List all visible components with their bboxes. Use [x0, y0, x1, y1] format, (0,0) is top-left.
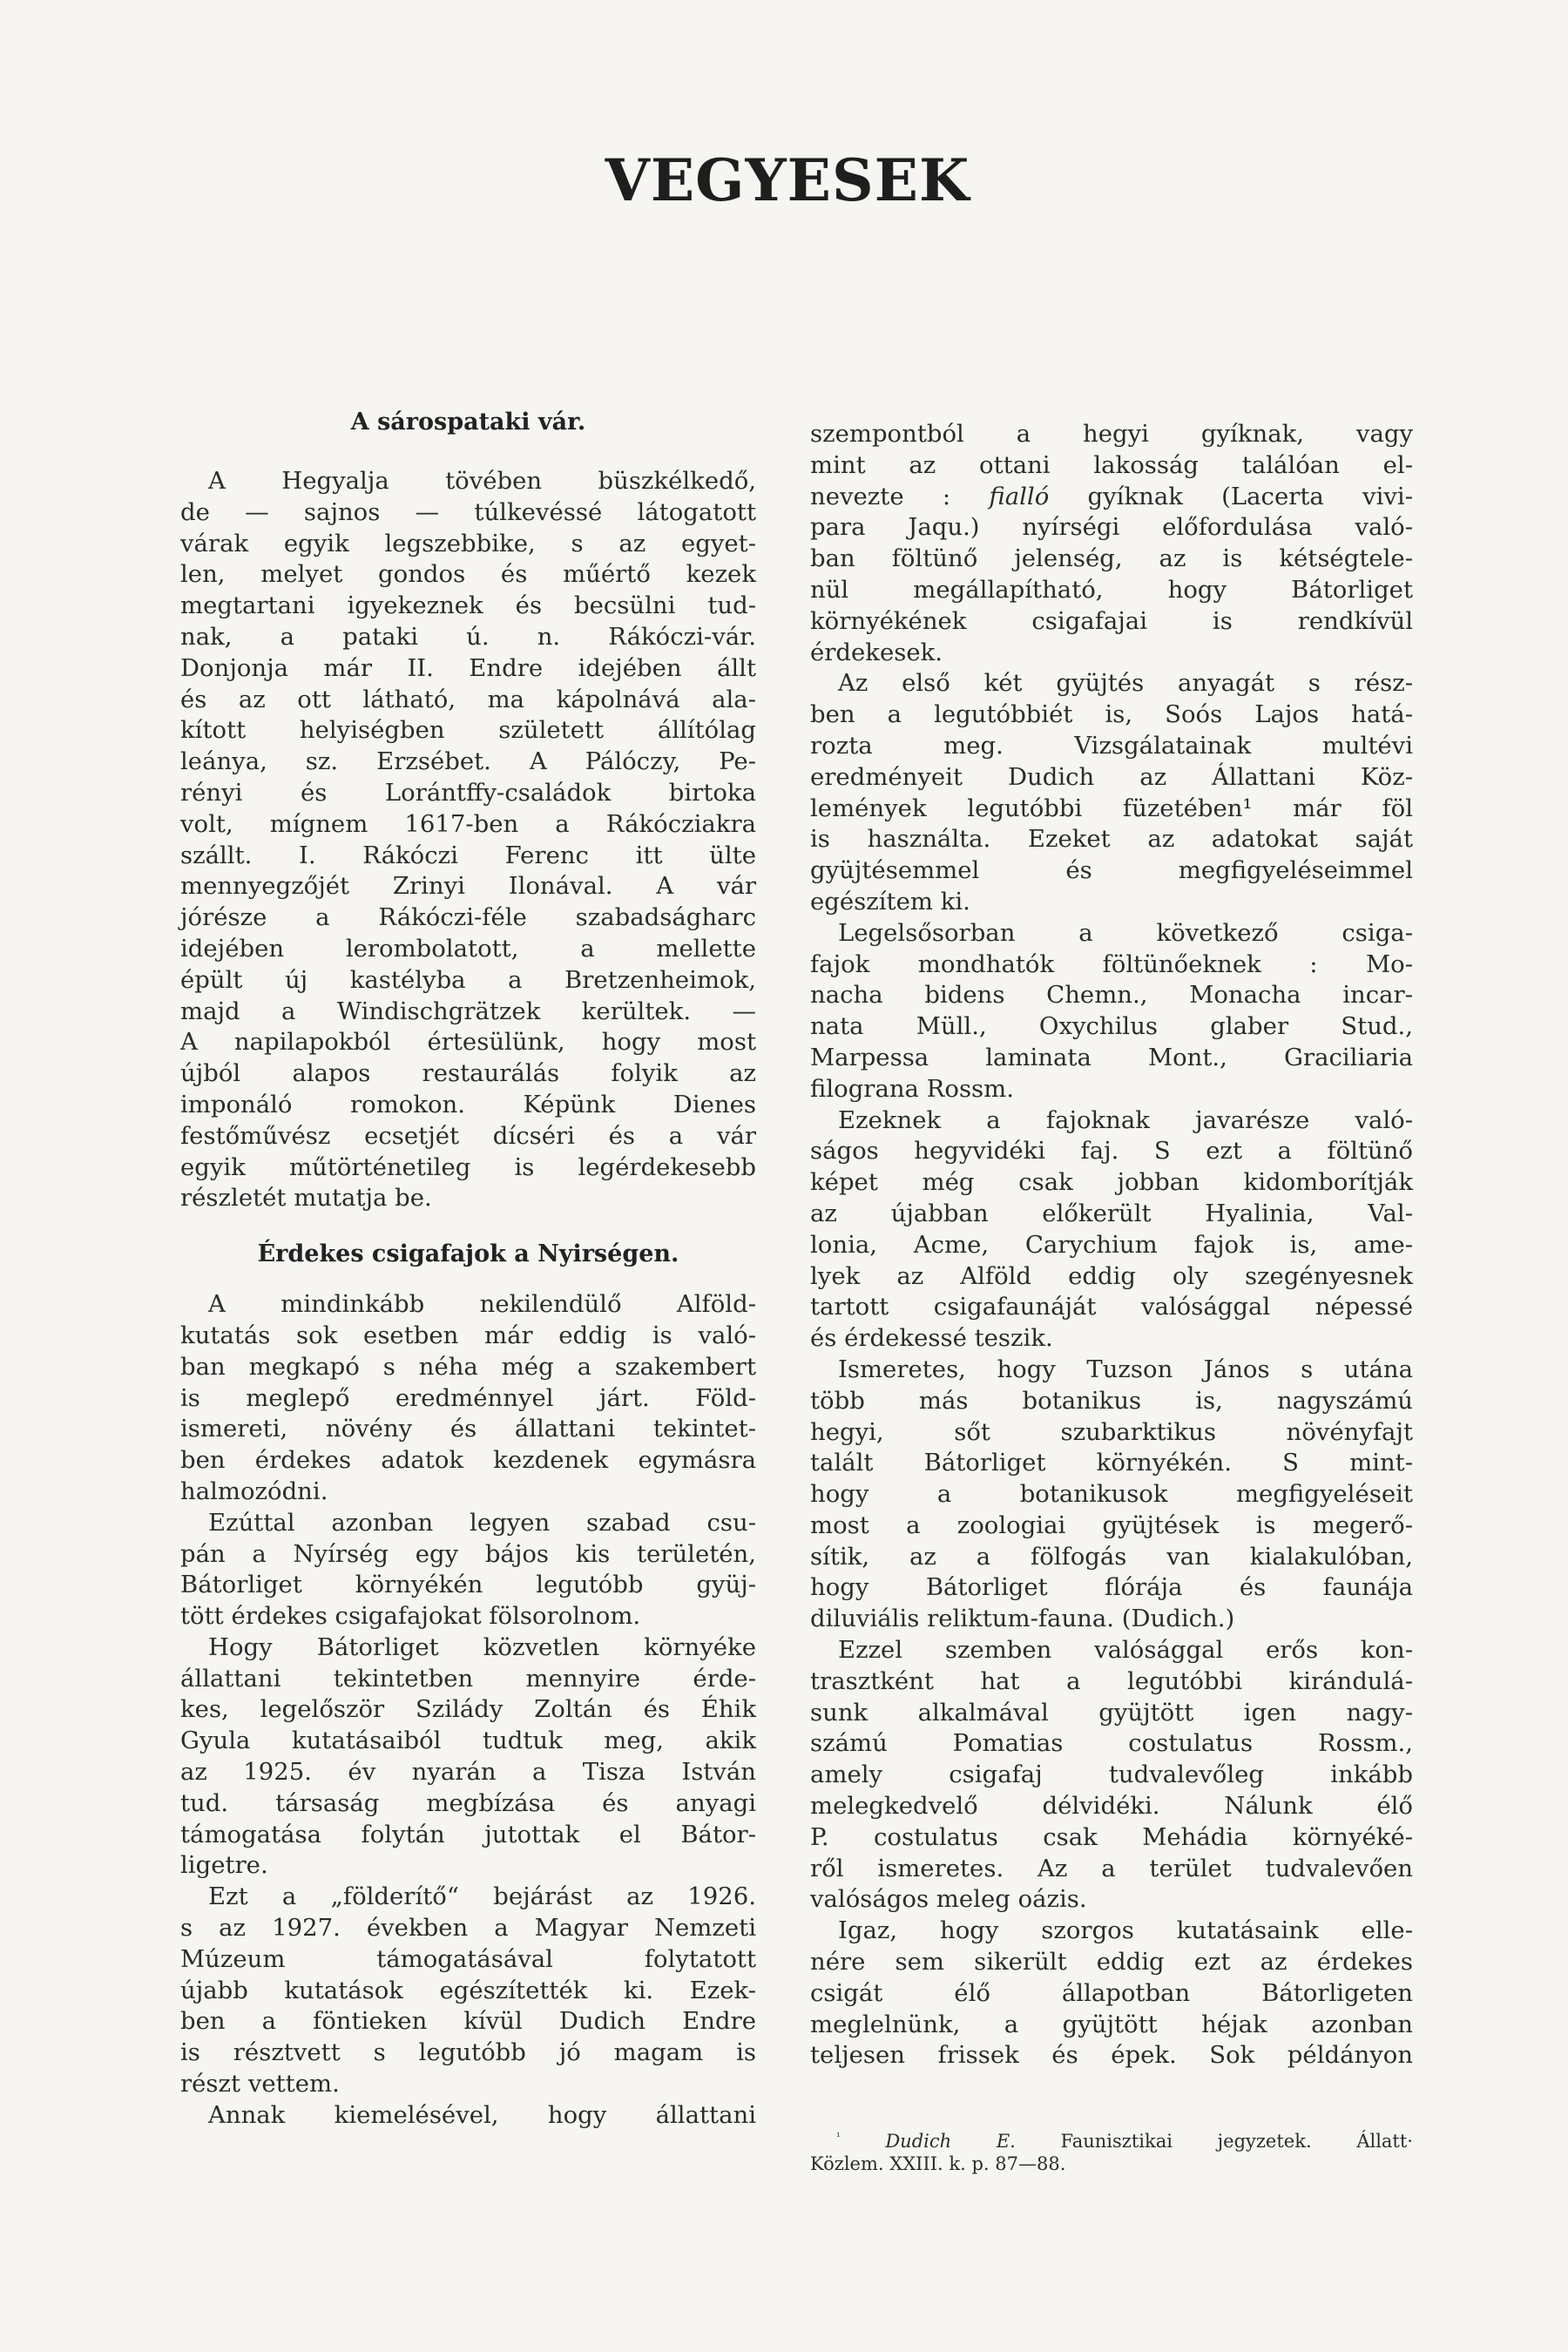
- text-line: csigát élő állapotban Bátorligeten: [810, 1978, 1413, 2007]
- text-line: Ezzel szemben valósággal erős kon-: [838, 1636, 1413, 1665]
- text-line: az újabban előkerült Hyalinia, Val-: [810, 1199, 1413, 1227]
- text-line: halmozódni.: [180, 1477, 328, 1505]
- text-line: Bátorliget környékén legutóbb gyüj-: [180, 1571, 756, 1599]
- text-line: Hogy Bátorliget közvetlen környéke: [208, 1632, 756, 1661]
- text-line: majd a Windischgrätzek kerültek. —: [180, 997, 756, 1025]
- text-line: ban megkapó s néha még a szakembert: [180, 1352, 756, 1381]
- italic-term: fialló: [989, 482, 1050, 510]
- text-line: nevezte : fialló gyíknak (Lacerta vivi-: [810, 482, 1414, 510]
- text-line: leánya, sz. Erzsébet. A Pálóczy, Pe-: [180, 747, 756, 776]
- text-line: részt vettem.: [180, 2070, 340, 2099]
- text-line: Ezt a „földerítő“ bejárást az 1926.: [208, 1882, 756, 1911]
- text-line: most a zoologiai gyüjtések is megerő-: [810, 1511, 1413, 1539]
- text-line: ban föltünő jelenség, az is kétségtele-: [810, 544, 1413, 573]
- text-line: meglelnünk, a gyüjtött héjak azonban: [810, 2010, 1413, 2038]
- text-line: nére sem sikerült eddig ezt az érdekes: [810, 1948, 1413, 1977]
- text-line: támogatása folytán jutottak el Bátor-: [180, 1820, 756, 1848]
- text-line: de — sajnos — túlkevéssé látogatott: [180, 497, 756, 526]
- footnote-author: Dudich E.: [885, 2131, 1016, 2152]
- text-line: festőművész ecsetjét dícséri és a vár: [180, 1121, 756, 1150]
- text-line: mennyegzőjét Zrinyi Ilonával. A vár: [180, 872, 756, 901]
- paragraph: [180, 466, 756, 1214]
- text-line: rozta meg. Vizsgálatainak multévi: [810, 731, 1413, 760]
- section-heading: A sárospataki vár.: [350, 409, 586, 436]
- paragraph: [810, 419, 1413, 668]
- paragraph: [180, 1632, 756, 1882]
- text-line: részletét mutatja be.: [180, 1184, 432, 1213]
- footnote: [810, 2126, 1413, 2175]
- footnote-line: Közlem. XXIII. k. p. 87—88.: [810, 2153, 1066, 2174]
- text-line: Ezeknek a fajoknak javarésze való-: [838, 1105, 1413, 1134]
- text-line: eredményeit Dudich az Állattani Köz-: [810, 762, 1413, 791]
- text-line: Marpessa laminata Mont., Graciliaria: [810, 1043, 1413, 1071]
- text-line: nül megállapítható, hogy Bátorliget: [810, 575, 1413, 604]
- text-line: hogy Bátorliget flórája és faunája: [810, 1573, 1413, 1602]
- text-line: újabb kutatások egészítették ki. Ezek-: [180, 1976, 756, 2004]
- text-line: egyik műtörténetileg is legérdekesebb: [180, 1152, 756, 1181]
- text-line: sunk alkalmával gyüjtött igen nagy-: [810, 1698, 1413, 1727]
- text-line: talált Bátorliget környékén. S mint-: [810, 1449, 1413, 1477]
- text-line: szállt. I. Rákóczi Ferenc itt ülte: [180, 841, 756, 869]
- text-line: nata Müll., Oxychilus glaber Stud.,: [810, 1012, 1413, 1041]
- page-title: VEGYESEK: [605, 146, 970, 214]
- text-line: is használta. Ezeket az adatokat saját: [810, 825, 1413, 854]
- text-line: állattani tekintetben mennyire érde-: [180, 1664, 756, 1693]
- text-line: valóságos meleg oázis.: [810, 1885, 1087, 1914]
- text-line: filograna Rossm.: [810, 1074, 1014, 1103]
- text-line: érdekesek.: [810, 638, 943, 666]
- text-line: és az ott látható, ma kápolnává ala-: [180, 685, 756, 713]
- text-line: lonia, Acme, Carychium fajok is, ame-: [810, 1230, 1413, 1259]
- paragraph: [180, 1508, 756, 1632]
- text-line: lyek az Alföld eddig oly szegényesnek: [810, 1261, 1413, 1290]
- text-line: kított helyiségben született állítólag: [180, 716, 756, 745]
- text-line: nacha bidens Chemn., Monacha incar-: [810, 981, 1413, 1010]
- paragraph: [180, 2100, 756, 2132]
- text-line: Igaz, hogy szorgos kutatásaink elle-: [838, 1916, 1413, 1945]
- text-line: több más botanikus is, nagyszámú: [810, 1386, 1413, 1415]
- text-line: is résztvett s legutóbb jó magam is: [180, 2038, 756, 2067]
- text-line: volt, mígnem 1617-ben a Rákócziakra: [180, 809, 756, 838]
- text-line: len, melyet gondos és műértő kezek: [180, 560, 756, 589]
- right-column: [810, 419, 1413, 2072]
- text-line: Donjonja már II. Endre idejében állt: [180, 653, 756, 682]
- text-line: az 1925. év nyarán a Tisza István: [180, 1758, 756, 1787]
- text-line: lemények legutóbbi füzetében¹ már föl: [810, 794, 1413, 822]
- text-line: trasztként hat a legutóbbi kirándulá-: [810, 1666, 1413, 1695]
- left-column: [180, 402, 756, 2132]
- text-line: ben érdekes adatok kezdenek egymásra: [180, 1446, 756, 1475]
- text-line: Legelsősorban a következő csiga-: [838, 918, 1413, 947]
- text-line: mint az ottani lakosság találóan el-: [810, 450, 1413, 479]
- text-line: szempontból a hegyi gyíknak, vagy: [810, 420, 1413, 448]
- text-line: kutatás sok esetben már eddig is való-: [180, 1321, 756, 1349]
- text-line: megtartani igyekeznek és becsülni tud-: [180, 591, 756, 620]
- footnote-marker: ¹: [836, 2131, 841, 2143]
- text-line: fajok mondhatók föltünőeknek : Mo-: [810, 950, 1413, 978]
- text-line: para Jaqu.) nyírségi előfordulása való-: [810, 513, 1413, 542]
- text-line: amely csigafaj tudvalevőleg inkább: [810, 1761, 1413, 1789]
- section-heading: Érdekes csigafajok a Nyirségen.: [257, 1240, 679, 1268]
- text-line: nak, a pataki ú. n. Rákóczi-vár.: [180, 622, 756, 651]
- text-line: tartott csigafaunáját valósággal népessé: [810, 1293, 1413, 1321]
- text-line: képet még csak jobban kidomborítják: [810, 1168, 1413, 1197]
- text-line: gyüjtésemmel és megfigyeléseimmel: [810, 856, 1413, 885]
- text-line: Gyula kutatásaiból tudtuk meg, akik: [180, 1727, 756, 1755]
- paragraph: [810, 668, 1413, 917]
- text-line: is meglepő eredménnyel járt. Föld-: [180, 1383, 756, 1412]
- text-line: P. costulatus csak Mehádia környéké-: [810, 1822, 1413, 1851]
- text-line: A napilapokból értesülünk, hogy most: [180, 1028, 756, 1057]
- text-line: imponáló romokon. Képünk Dienes: [180, 1090, 756, 1119]
- text-line: jórésze a Rákóczi-féle szabadságharc: [180, 903, 756, 932]
- text-line: idejében lerombolatott, a mellette: [180, 934, 756, 963]
- text-line: Múzeum támogatásával folytatott: [180, 1944, 756, 1973]
- footnote-text: Faunisztikai jegyzetek. Állatt·: [1060, 2131, 1413, 2152]
- text-line: ligetre.: [180, 1851, 268, 1880]
- text-line: egészítem ki.: [810, 887, 970, 916]
- text-line: rényi és Lorántffy-családok birtoka: [180, 778, 756, 807]
- text-line: Ismeretes, hogy Tuzson János s utána: [838, 1355, 1413, 1383]
- paragraph: [810, 1105, 1413, 1355]
- text-line: hegyi, sőt szubarktikus növényfajt: [810, 1417, 1413, 1446]
- text-line: ságos hegyvidéki faj. S ezt a föltünő: [810, 1137, 1413, 1166]
- text-line: újból alapos restaurálás folyik az: [180, 1059, 756, 1088]
- text-line: hogy a botanikusok megfigyeléseit: [810, 1480, 1413, 1509]
- text-line: Az első két gyüjtés anyagát s rész-: [838, 669, 1413, 698]
- text-line: diluviális reliktum-fauna. (Dudich.): [810, 1605, 1235, 1633]
- text-line: tött érdekes csigafajokat fölsorolnom.: [180, 1602, 641, 1631]
- paragraph: [810, 1916, 1413, 2072]
- text-line: A mindinkább nekilendülő Alföld-: [208, 1290, 756, 1319]
- paragraph: [810, 1635, 1413, 1916]
- text-line: melegkedvelő délvidéki. Nálunk élő: [810, 1792, 1413, 1821]
- text-line: pán a Nyírség egy bájos kis területén,: [180, 1539, 756, 1568]
- text-line: számú Pomatias costulatus Rossm.,: [810, 1729, 1413, 1758]
- text-line: Annak kiemelésével, hogy állattani: [208, 2100, 756, 2129]
- text-line: és érdekessé teszik.: [810, 1324, 1053, 1353]
- text-line: ben a föntieken kívül Dudich Endre: [180, 2007, 756, 2036]
- text-line: környékének csigafajai is rendkívül: [810, 606, 1413, 635]
- text-line: Ezúttal azonban legyen szabad csu-: [208, 1508, 756, 1537]
- paragraph: [810, 918, 1413, 1105]
- paragraph: [810, 1355, 1413, 1635]
- text-line: várak egyik legszebbike, s az egyet-: [180, 529, 756, 558]
- text-line: kes, legelőször Szilády Zoltán és Éhik: [180, 1695, 756, 1724]
- text-line: A Hegyalja tövében büszkélkedő,: [208, 467, 756, 495]
- text-line: sítik, az a fölfogás van kialakulóban,: [810, 1542, 1413, 1571]
- text-line: ismereti, növény és állattani tekintet-: [180, 1415, 756, 1443]
- footnote-line: [810, 2126, 1413, 2153]
- paragraph: [180, 1289, 756, 1508]
- text-line: tud. társaság megbízása és anyagi: [180, 1788, 756, 1817]
- text-line: teljesen frissek és épek. Sok példányon: [810, 2041, 1413, 2070]
- paragraph: [180, 1882, 756, 2100]
- text-line: ről ismeretes. Az a terület tudvalevően: [810, 1854, 1413, 1882]
- text-line: s az 1927. években a Magyar Nemzeti: [180, 1914, 756, 1943]
- text-line: ben a legutóbbiét is, Soós Lajos hatá-: [810, 700, 1413, 729]
- text-line: épült új kastélyba a Bretzenheimok,: [180, 965, 756, 994]
